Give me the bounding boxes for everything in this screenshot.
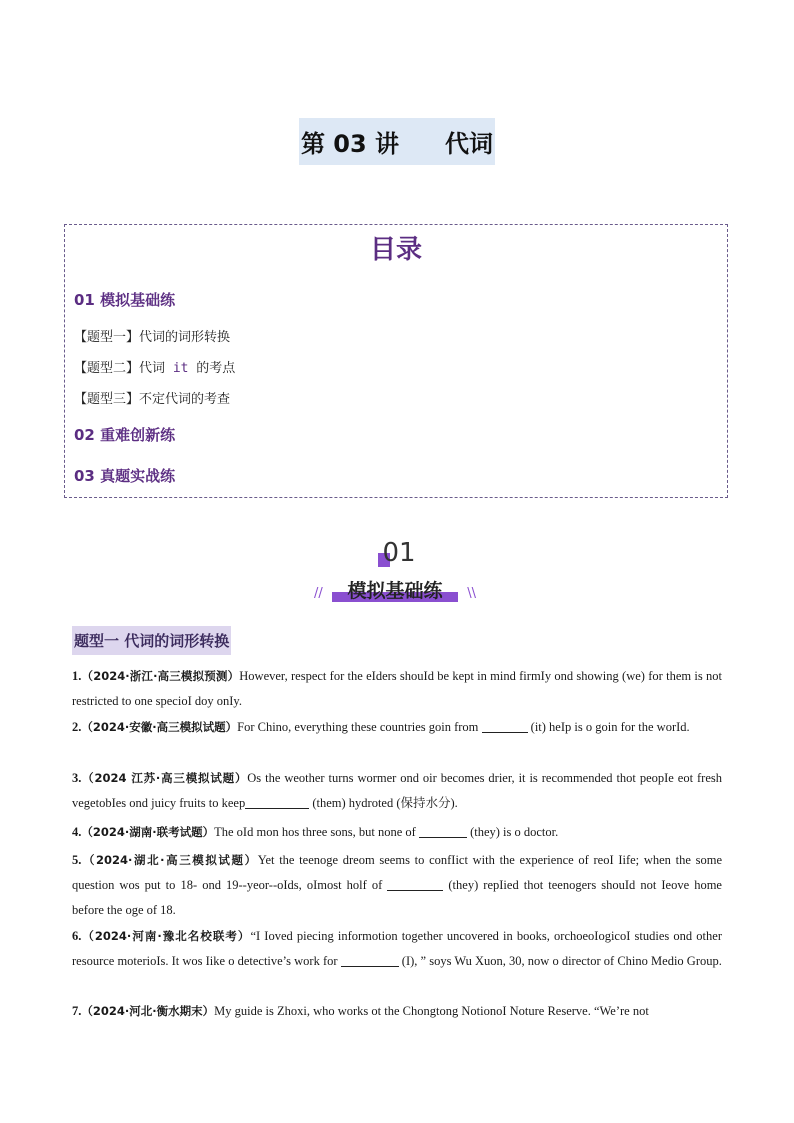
question-6 bbox=[72, 924, 722, 974]
answer-blank[interactable] bbox=[341, 952, 399, 967]
toc-sub-2-pre: 【题型二】代词 bbox=[74, 361, 173, 376]
question-7 bbox=[72, 999, 722, 1024]
question-number: 1. bbox=[72, 669, 82, 683]
toc-section-3[interactable]: 03 真题实战练 bbox=[74, 467, 176, 485]
section-label: 模拟基础练 bbox=[347, 580, 443, 602]
question-source: （2024 江苏·高三模拟试题） bbox=[81, 771, 248, 785]
question-type-heading: 题型一 代词的词形转换 bbox=[72, 626, 231, 655]
question-number: 4. bbox=[72, 825, 82, 839]
toc-sub-1[interactable]: 【题型一】代词的词形转换 bbox=[74, 330, 231, 345]
question-3 bbox=[72, 766, 722, 816]
question-text: (them) hydroted (保持水分). bbox=[309, 796, 458, 810]
answer-blank[interactable] bbox=[419, 823, 467, 838]
answer-blank[interactable] bbox=[482, 718, 528, 733]
toc-heading: 目录 bbox=[369, 235, 422, 265]
question-number: 2. bbox=[72, 720, 82, 734]
question-source: （2024·湖南·联考试题） bbox=[81, 825, 215, 839]
question-text: “I Ioved piecing informotion together uncovered in books, orchoeoIogicoI studies ond other resource moterioIs. It wos Iike o detective’s work for bbox=[72, 929, 722, 968]
question-4 bbox=[72, 820, 722, 845]
title-topic: 代词 bbox=[445, 130, 494, 158]
section-number-text: 01 bbox=[382, 538, 416, 568]
deco-slash-right: \\ bbox=[467, 586, 476, 601]
question-text: For Chino, everything these countries goin from bbox=[237, 720, 482, 734]
question-5 bbox=[72, 848, 722, 923]
question-text: My guide is Zhoxi, who works ot the Chongtong NotionoI Noture Reserve. “We’re not bbox=[214, 1004, 649, 1018]
toc-sub-2-it: it bbox=[172, 361, 189, 376]
deco-slash-left: // bbox=[314, 586, 323, 601]
page-title bbox=[0, 118, 794, 165]
question-number: 6. bbox=[72, 929, 82, 943]
question-text: Yet the teenoge dreom seems to confIict with the experience of reoI Iife; when the some question wos put to 18- ond 19--yeor--oIds, oImost holf of bbox=[72, 853, 722, 892]
toc-sub-2-post: 的考点 bbox=[188, 361, 236, 376]
question-text: (I), ” soys Wu Xuon, 30, now o director of Chino Medio Group. bbox=[398, 954, 722, 968]
question-number: 7. bbox=[72, 1004, 82, 1018]
answer-blank[interactable] bbox=[387, 876, 443, 891]
question-text: (it) heIp is o goin for the worId. bbox=[527, 720, 690, 734]
toc-sub-3[interactable]: 【题型三】不定代词的考查 bbox=[74, 392, 231, 407]
question-number: 5. bbox=[72, 853, 82, 867]
question-source: （2024·湖北·高三模拟试题） bbox=[81, 853, 258, 867]
toc-sub-2[interactable] bbox=[74, 357, 235, 376]
section-label-bar bbox=[310, 574, 480, 604]
title-lecture: 第 03 讲 bbox=[300, 130, 400, 158]
answer-blank[interactable] bbox=[245, 794, 309, 809]
question-source: （2024·河南·豫北名校联考） bbox=[81, 929, 251, 943]
question-text: (they) is o doctor. bbox=[466, 825, 559, 839]
question-source: （2024·安徽·高三模拟试题） bbox=[81, 720, 238, 734]
question-text: (they) repIied thot teenogers shouId not Ieove home before the oge of 18. bbox=[72, 878, 722, 917]
question-text: Os the weother turns wormer ond oir becomes drier, it is recommended thot peopIe eot fresh vegetobIes ond juicy fruits to keep bbox=[72, 771, 722, 810]
question-source: （2024·河北·衡水期末） bbox=[81, 1004, 215, 1018]
toc-section-2[interactable]: 02 重难创新练 bbox=[74, 426, 176, 444]
question-source: （2024·浙江·高三模拟预测） bbox=[81, 669, 240, 683]
toc-section-1[interactable]: 01 模拟基础练 bbox=[74, 291, 176, 309]
question-text: However, respect for the eIders shouId be kept in mind firmIy ond showing (we) for them is not restricted to one specioI doy onIy. bbox=[72, 669, 722, 708]
question-2 bbox=[72, 715, 722, 740]
table-of-contents bbox=[64, 224, 728, 498]
page-title-box bbox=[299, 118, 495, 165]
question-number: 3. bbox=[72, 771, 82, 785]
question-1 bbox=[72, 664, 722, 714]
question-text: The oId mon hos three sons, but none of bbox=[214, 825, 419, 839]
section-number bbox=[0, 538, 794, 568]
